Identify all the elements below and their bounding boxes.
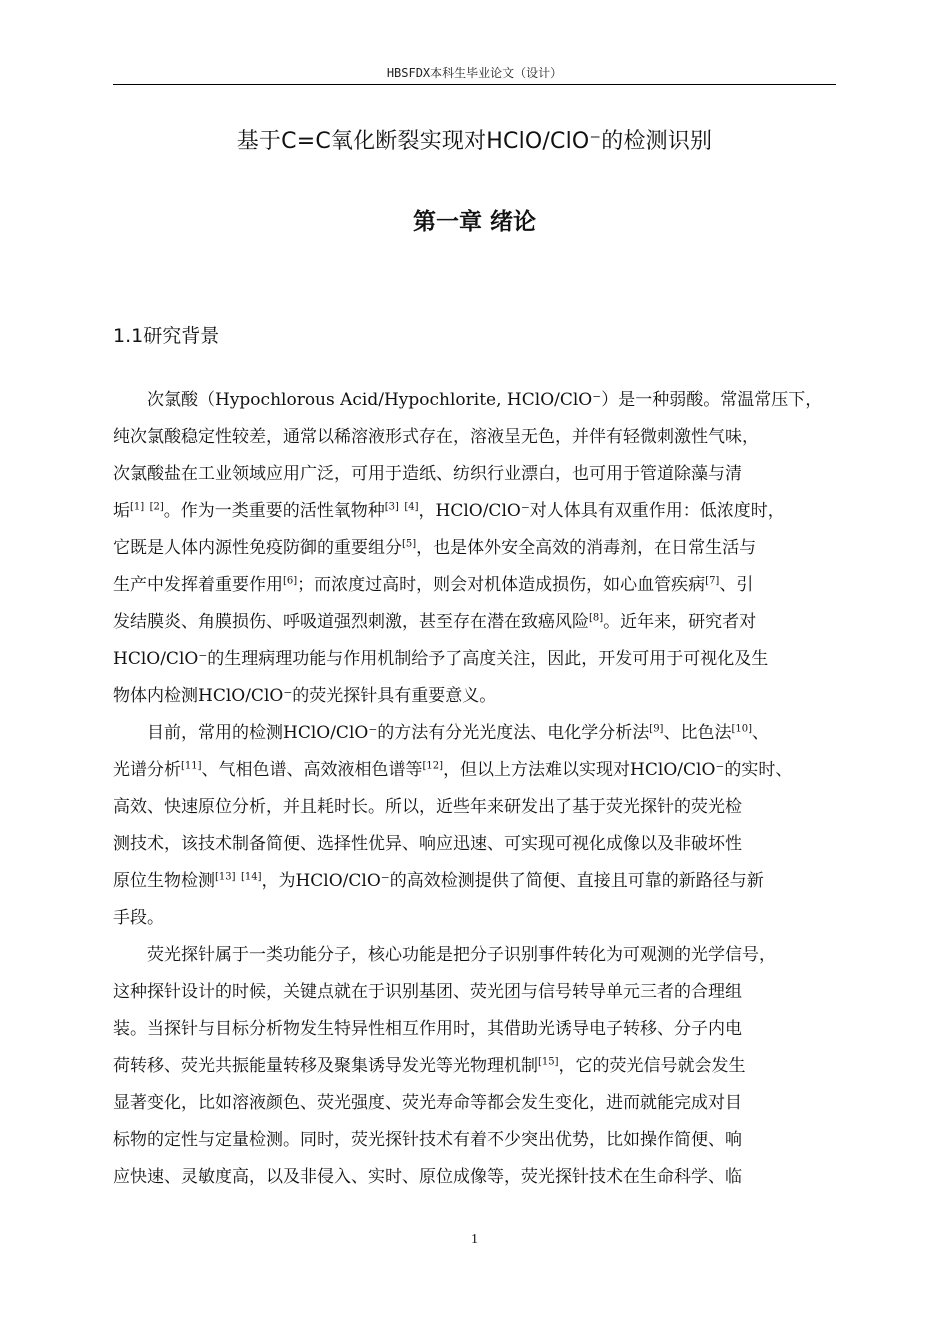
paragraph-line: 标物的定性与定量检测。同时，荧光探针技术有着不少突出优势，比如操作简便、响 xyxy=(113,1130,742,1150)
section-heading: 1.1研究背景 xyxy=(113,325,220,347)
paragraph-line: HClO/ClO⁻的生理病理功能与作用机制给予了高度关注，因此，开发可用于可视化及生 xyxy=(113,649,769,669)
header-rule xyxy=(113,84,836,85)
paragraph-line: 原位生物检测[13] [14]，为HClO/ClO⁻的高效检测提供了简便、直接且可靠的新路径与新 xyxy=(113,871,764,891)
paragraph-line: 荧光探针属于一类功能分子，核心功能是把分子识别事件转化为可观测的光学信号， xyxy=(147,945,776,965)
citation-ref: [15] xyxy=(538,1056,559,1068)
citation-ref: [14] xyxy=(240,871,262,883)
running-header: HBSFDX本科生毕业论文（设计） xyxy=(386,66,563,80)
paragraph-line: 发结膜炎、角膜损伤、呼吸道强烈刺激，甚至存在潜在致癌风险[8]。近年来，研究者对 xyxy=(113,612,757,632)
chapter-heading: 第一章 绪论 xyxy=(412,209,536,235)
citation-ref: [10] xyxy=(731,723,752,735)
citation-ref: [13] xyxy=(215,871,236,883)
citation-ref: [6] xyxy=(283,575,298,587)
citation-ref: [9] xyxy=(649,723,664,735)
paragraph-line: 应快速、灵敏度高，以及非侵入、实时、原位成像等，荧光探针技术在生命科学、临 xyxy=(113,1167,742,1187)
citation-ref: [1] xyxy=(130,501,145,513)
paragraph-line: 显著变化，比如溶液颜色、荧光强度、荧光寿命等都会发生变化，进而就能完成对目 xyxy=(113,1093,742,1113)
citation-ref: [7] xyxy=(705,575,720,587)
paragraph-line: 纯次氯酸稳定性较差，通常以稀溶液形式存在，溶液呈无色，并伴有轻微刺激性气味， xyxy=(113,427,759,447)
paragraph-line: 它既是人体内源性免疫防御的重要组分[5]，也是体外安全高效的消毒剂，在日常生活与 xyxy=(113,538,757,558)
paragraph-line: 这种探针设计的时候，关键点就在于识别基团、荧光团与信号转导单元三者的合理组 xyxy=(113,982,742,1002)
paragraph-line: 装。当探针与目标分析物发生特异性相互作用时，其借助光诱导电子转移、分子内电 xyxy=(113,1019,742,1039)
paragraph-line: 次氯酸盐在工业领域应用广泛，可用于造纸、纺织行业漂白，也可用于管道除藻与清 xyxy=(113,464,742,484)
citation-ref: [3] xyxy=(384,501,399,513)
paragraph-line: 物体内检测HClO/ClO⁻的荧光探针具有重要意义。 xyxy=(113,686,497,706)
citation-ref: [8] xyxy=(589,612,604,624)
paragraph-line: 光谱分析[11]、气相色谱、高效液相色谱等[12]，但以上方法难以实现对HClO/ClO⁻的实时、 xyxy=(113,760,793,780)
paragraph-line: 生产中发挥着重要作用[6]；而浓度过高时，则会对机体造成损伤，如心血管疾病[7]、引 xyxy=(113,575,754,595)
citation-ref: [11] xyxy=(181,760,202,772)
citation-ref: [4] xyxy=(404,501,419,513)
page-number: 1 xyxy=(471,1232,478,1247)
paragraph-line: 目前，常用的检测HClO/ClO⁻的方法有分光光度法、电化学分析法[9]、比色法[10]、 xyxy=(147,723,769,743)
paragraph-line: 垢[1] [2]。作为一类重要的活性氧物种[3] [4]，HClO/ClO⁻对人体具有双重作用：低浓度时， xyxy=(113,501,785,521)
thesis-title: 基于C=C氧化断裂实现对HClO/ClO⁻的检测识别 xyxy=(236,129,713,154)
paragraph-line: 测技术，该技术制备简便、选择性优异、响应迅速、可实现可视化成像以及非破坏性 xyxy=(113,834,742,854)
citation-ref: [12] xyxy=(422,760,444,772)
citation-ref: [2] xyxy=(149,501,164,513)
paragraph-line: 荷转移、荧光共振能量转移及聚集诱导发光等光物理机制[15]，它的荧光信号就会发生 xyxy=(113,1056,746,1076)
paragraph-line: 次氯酸（Hypochlorous Acid/Hypochlorite, HClO/ClO⁻）是一种弱酸。常温常压下， xyxy=(147,390,823,410)
paragraph-line: 手段。 xyxy=(113,908,164,928)
paragraph-line: 高效、快速原位分析，并且耗时长。所以，近些年来研发出了基于荧光探针的荧光检 xyxy=(113,797,742,817)
citation-ref: [5] xyxy=(402,538,417,550)
